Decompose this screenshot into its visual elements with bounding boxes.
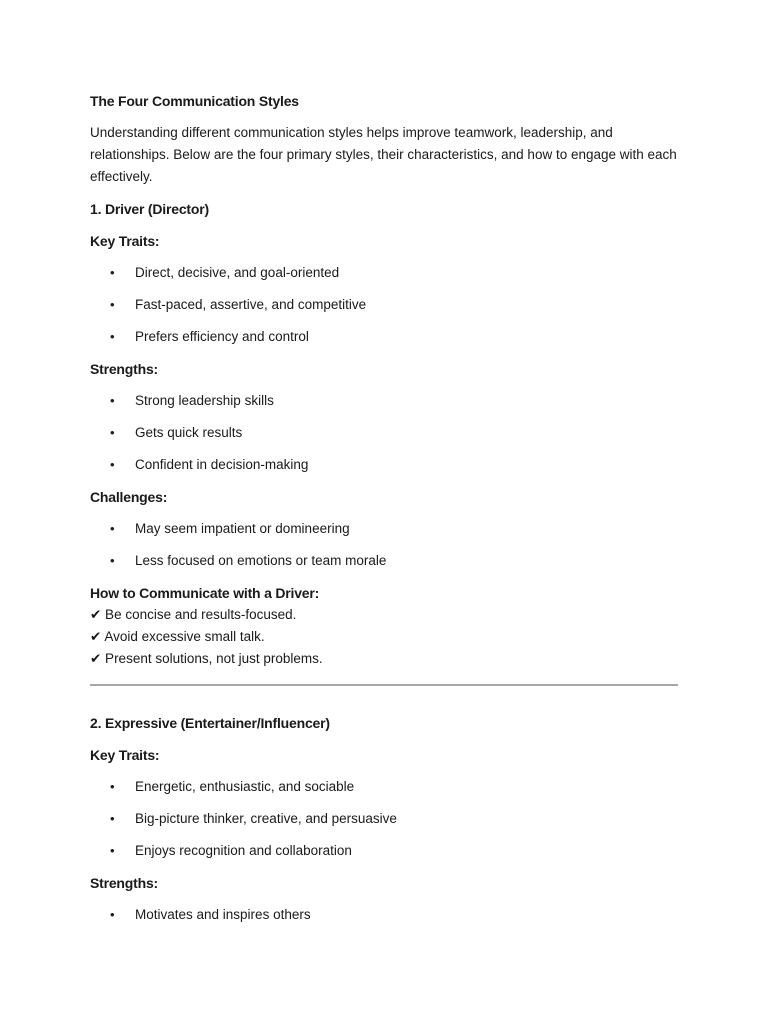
- driver-strengths-list: [90, 390, 678, 476]
- bullet-icon: •: [110, 779, 115, 794]
- bullet-icon: •: [110, 457, 115, 472]
- list-item: • Gets quick results: [90, 422, 678, 444]
- driver-challenges-list: [90, 518, 678, 572]
- document-title: The Four Communication Styles: [90, 93, 299, 109]
- list-item: • Direct, decisive, and goal-oriented: [90, 262, 678, 284]
- expressive-traits-list: [90, 776, 678, 862]
- expressive-strengths-heading: Strengths:: [90, 875, 159, 891]
- driver-traits-heading: Key Traits:: [90, 233, 160, 249]
- driver-how-list: [90, 604, 678, 670]
- bullet-icon: •: [110, 393, 115, 408]
- bullet-icon: •: [110, 521, 115, 536]
- check-item: ✔ Be concise and results-focused.: [90, 607, 297, 622]
- driver-challenges-heading: Challenges:: [90, 489, 168, 505]
- driver-strengths-heading: Strengths:: [90, 361, 159, 377]
- bullet-icon: •: [110, 553, 115, 568]
- expressive-traits-heading: Key Traits:: [90, 747, 160, 763]
- bullet-icon: •: [110, 843, 115, 858]
- expressive-strengths-list: [90, 904, 678, 926]
- driver-traits-list: [90, 262, 678, 348]
- section-divider: [90, 684, 678, 686]
- list-item: • Confident in decision-making: [90, 454, 678, 476]
- list-item: • Enjoys recognition and collaboration: [90, 840, 678, 862]
- check-item: ✔ Present solutions, not just problems.: [90, 651, 323, 666]
- bullet-icon: •: [110, 425, 115, 440]
- bullet-icon: •: [110, 297, 115, 312]
- list-item: • Motivates and inspires others: [90, 904, 678, 926]
- list-item: • Energetic, enthusiastic, and sociable: [90, 776, 678, 798]
- expressive-heading: 2. Expressive (Entertainer/Influencer): [90, 715, 330, 731]
- bullet-icon: •: [110, 811, 115, 826]
- bullet-icon: •: [110, 265, 115, 280]
- bullet-icon: •: [110, 329, 115, 344]
- intro-paragraph: Understanding different communication styles helps improve teamwork, leadership, and relationships. Below are the four primary styles, their characteristics, and how to engage with each effectively.: [90, 125, 677, 184]
- list-item: • Fast-paced, assertive, and competitive: [90, 294, 678, 316]
- list-item: • May seem impatient or domineering: [90, 518, 678, 540]
- driver-heading: 1. Driver (Director): [90, 201, 209, 217]
- list-item: • Big-picture thinker, creative, and persuasive: [90, 808, 678, 830]
- driver-how-heading: How to Communicate with a Driver:: [90, 585, 320, 601]
- check-item: ✔ Avoid excessive small talk.: [90, 629, 265, 644]
- list-item: • Prefers efficiency and control: [90, 326, 678, 348]
- list-item: • Strong leadership skills: [90, 390, 678, 412]
- document-page: [90, 90, 678, 936]
- bullet-icon: •: [110, 907, 115, 922]
- list-item: • Less focused on emotions or team morale: [90, 550, 678, 572]
